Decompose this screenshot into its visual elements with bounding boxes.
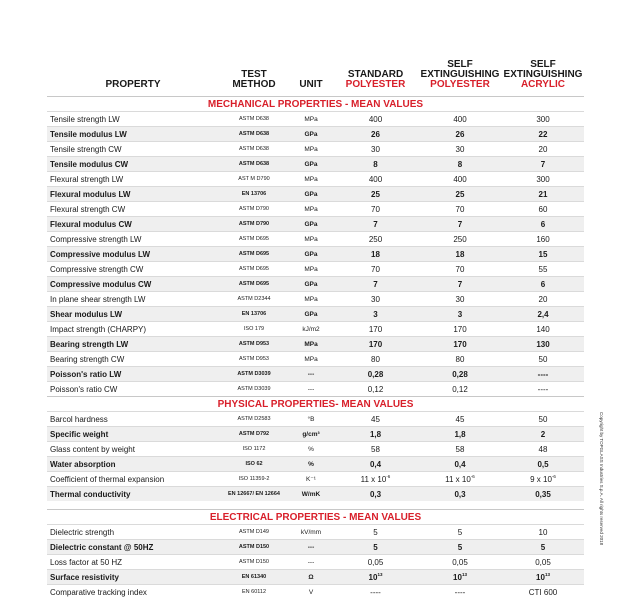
unit: MPa <box>289 142 333 157</box>
table-row <box>47 187 584 202</box>
unit: MPa <box>289 337 333 352</box>
test-method: ASTM D2344 <box>219 292 289 307</box>
unit: --- <box>289 540 333 555</box>
section-title-electrical: ELECTRICAL PROPERTIES - MEAN VALUES <box>47 510 584 525</box>
exponent: -6 <box>386 474 391 479</box>
unit: GPa <box>289 247 333 262</box>
self-ext-acrylic-value: 2,4 <box>502 307 584 322</box>
property-name: Tensile modulus CW <box>47 157 219 172</box>
header-sea-line1: SELF <box>530 59 556 70</box>
self-ext-polyester-value: ---- <box>418 585 502 600</box>
test-method: ASTM D638 <box>219 142 289 157</box>
standard-polyester-value: 18 <box>333 247 418 262</box>
standard-polyester-value: 0,12 <box>333 382 418 397</box>
self-ext-acrylic-value: 300 <box>502 172 584 187</box>
unit: kV/mm <box>289 525 333 540</box>
section-title-physical: PHYSICAL PROPERTIES- MEAN VALUES <box>47 397 584 412</box>
property-name: Poisson's ratio CW <box>47 382 219 397</box>
test-method: EN 61340 <box>219 570 289 585</box>
unit: kJ/m2 <box>289 322 333 337</box>
property-name: Flexural strength CW <box>47 202 219 217</box>
self-ext-polyester-value: 0,28 <box>418 367 502 382</box>
test-method: ASTM D638 <box>219 112 289 127</box>
test-method: ISO 11359-2 <box>219 472 289 487</box>
test-method: EN 13706 <box>219 187 289 202</box>
standard-polyester-value: 5 <box>333 540 418 555</box>
standard-polyester-value: 45 <box>333 412 418 427</box>
table-row <box>47 367 584 382</box>
self-ext-polyester-value: 0,12 <box>418 382 502 397</box>
self-ext-acrylic-value: 0,05 <box>502 555 584 570</box>
table-row <box>47 262 584 277</box>
table-row <box>47 382 584 397</box>
header-std-line2: POLYESTER <box>345 79 406 90</box>
table-row <box>47 585 584 600</box>
header-std-line1: STANDARD <box>347 69 404 80</box>
table-row <box>47 142 584 157</box>
unit: GPa <box>289 157 333 172</box>
self-ext-acrylic-value: 6 <box>502 217 584 232</box>
property-name: Flexural modulus LW <box>47 187 219 202</box>
standard-polyester-value: 0,4 <box>333 457 418 472</box>
unit: MPa <box>289 352 333 367</box>
standard-polyester-value: 80 <box>333 352 418 367</box>
self-ext-acrylic-value: 5 <box>502 540 584 555</box>
table-row <box>47 112 584 127</box>
test-method: ISO 1172 <box>219 442 289 457</box>
self-ext-polyester-value: 400 <box>418 172 502 187</box>
test-method: ISO 62 <box>219 457 289 472</box>
header-sea-line2: EXTINGUISHING <box>503 69 583 80</box>
header-unit: UNIT <box>299 79 323 90</box>
self-ext-acrylic-value: 50 <box>502 412 584 427</box>
header-sep-line1: SELF <box>447 59 473 70</box>
unit: Ω <box>289 570 333 585</box>
table-row <box>47 472 584 487</box>
self-ext-polyester-value: 45 <box>418 412 502 427</box>
standard-polyester-value: 250 <box>333 232 418 247</box>
unit: --- <box>289 382 333 397</box>
table-row <box>47 172 584 187</box>
table-row <box>47 277 584 292</box>
self-ext-polyester-value: 26 <box>418 127 502 142</box>
header-self-ext-polyester <box>418 42 502 97</box>
table-row <box>47 412 584 427</box>
test-method: ASTM D150 <box>219 555 289 570</box>
test-method: ASTM D638 <box>219 127 289 142</box>
table-row <box>47 457 584 472</box>
standard-polyester-value: 3 <box>333 307 418 322</box>
self-ext-polyester-value: 0,4 <box>418 457 502 472</box>
property-name: Compressive strength CW <box>47 262 219 277</box>
electrical-section <box>47 510 584 600</box>
self-ext-acrylic-value: 300 <box>502 112 584 127</box>
property-name: Tensile strength LW <box>47 112 219 127</box>
property-name: Compressive modulus LW <box>47 247 219 262</box>
standard-polyester-value: 8 <box>333 157 418 172</box>
test-method: ASTM D2583 <box>219 412 289 427</box>
self-ext-acrylic-value: 140 <box>502 322 584 337</box>
property-name: Comparative tracking index <box>47 585 219 600</box>
standard-polyester-value: 0,05 <box>333 555 418 570</box>
standard-polyester-value: 0,3 <box>333 487 418 502</box>
table-row <box>47 307 584 322</box>
unit: V <box>289 585 333 600</box>
self-ext-acrylic-value: 60 <box>502 202 584 217</box>
self-ext-polyester-value: 8 <box>418 157 502 172</box>
standard-polyester-value: 170 <box>333 322 418 337</box>
unit: °B <box>289 412 333 427</box>
table-row <box>47 202 584 217</box>
mechanical-section <box>47 97 584 397</box>
unit: GPa <box>289 187 333 202</box>
unit: GPa <box>289 277 333 292</box>
self-ext-polyester-value: 30 <box>418 142 502 157</box>
unit: MPa <box>289 262 333 277</box>
property-name: Barcol hardness <box>47 412 219 427</box>
header-sep-line2: EXTINGUISHING <box>420 69 500 80</box>
table-row <box>47 487 584 502</box>
test-method: ISO 179 <box>219 322 289 337</box>
table-row <box>47 525 584 540</box>
table-row <box>47 232 584 247</box>
unit: MPa <box>289 232 333 247</box>
self-ext-polyester-value: $10^{13}$ <box>418 570 502 585</box>
test-method: ASTM D695 <box>219 262 289 277</box>
standard-polyester-value: $10^{13}$ <box>333 570 418 585</box>
self-ext-polyester-value: 3 <box>418 307 502 322</box>
table-row <box>47 555 584 570</box>
test-method: AST M D790 <box>219 172 289 187</box>
properties-table <box>47 42 584 599</box>
unit: --- <box>289 555 333 570</box>
test-method: EN 13706 <box>219 307 289 322</box>
standard-polyester-value: 70 <box>333 262 418 277</box>
self-ext-polyester-value: 80 <box>418 352 502 367</box>
self-ext-acrylic-value: ---- <box>502 382 584 397</box>
property-name: Compressive strength LW <box>47 232 219 247</box>
self-ext-acrylic-value: 20 <box>502 292 584 307</box>
table-row <box>47 570 584 585</box>
table-row <box>47 352 584 367</box>
copyright-notice <box>594 412 606 582</box>
unit: % <box>289 457 333 472</box>
self-ext-polyester-value: 5 <box>418 525 502 540</box>
standard-polyester-value: 1,8 <box>333 427 418 442</box>
property-name: Specific weight <box>47 427 219 442</box>
section-title-mechanical: MECHANICAL PROPERTIES - MEAN VALUES <box>47 97 584 112</box>
unit: MPa <box>289 172 333 187</box>
test-method: EN 60112 <box>219 585 289 600</box>
self-ext-acrylic-value: 20 <box>502 142 584 157</box>
self-ext-acrylic-value: 6 <box>502 277 584 292</box>
standard-polyester-value: 7 <box>333 217 418 232</box>
standard-polyester-value: 30 <box>333 292 418 307</box>
standard-polyester-value: 30 <box>333 142 418 157</box>
property-name: Tensile modulus LW <box>47 127 219 142</box>
table-row <box>47 157 584 172</box>
self-ext-polyester-value: 5 <box>418 540 502 555</box>
table-row <box>47 322 584 337</box>
test-method: ASTM D150 <box>219 540 289 555</box>
exponent: -6 <box>551 474 556 479</box>
physical-section <box>47 397 584 502</box>
property-name: Water absorption <box>47 457 219 472</box>
self-ext-acrylic-value: 10 <box>502 525 584 540</box>
property-name: Impact strength (CHARPY) <box>47 322 219 337</box>
property-name: Coefficient of thermal expansion <box>47 472 219 487</box>
test-method: ASTM D3039 <box>219 382 289 397</box>
self-ext-acrylic-value: 50 <box>502 352 584 367</box>
self-ext-acrylic-value: 21 <box>502 187 584 202</box>
header-test-method: TEST METHOD <box>232 69 276 90</box>
test-method: ASTM D695 <box>219 232 289 247</box>
standard-polyester-value: 0,28 <box>333 367 418 382</box>
standard-polyester-value: 5 <box>333 525 418 540</box>
unit: --- <box>289 367 333 382</box>
table-row <box>47 292 584 307</box>
table-row <box>47 540 584 555</box>
property-name: Flexural strength LW <box>47 172 219 187</box>
self-ext-acrylic-value: $10^{13}$ <box>502 570 584 585</box>
property-name: In plane shear strength LW <box>47 292 219 307</box>
property-name: Poisson's ratio LW <box>47 367 219 382</box>
properties-sheet <box>47 42 584 599</box>
test-method: ASTM D790 <box>219 217 289 232</box>
standard-polyester-value: 400 <box>333 172 418 187</box>
self-ext-acrylic-value: 160 <box>502 232 584 247</box>
header-property: PROPERTY <box>105 79 161 90</box>
self-ext-polyester-value: 0,3 <box>418 487 502 502</box>
self-ext-polyester-value: 7 <box>418 277 502 292</box>
self-ext-acrylic-value: 55 <box>502 262 584 277</box>
property-name: Dielectric strength <box>47 525 219 540</box>
standard-polyester-value: 7 <box>333 277 418 292</box>
property-name: Tensile strength CW <box>47 142 219 157</box>
self-ext-acrylic-value: 2 <box>502 427 584 442</box>
self-ext-polyester-value: 400 <box>418 112 502 127</box>
self-ext-acrylic-value: 0,35 <box>502 487 584 502</box>
table-row <box>47 442 584 457</box>
unit: g/cm³ <box>289 427 333 442</box>
standard-polyester-value: 400 <box>333 112 418 127</box>
self-ext-polyester-value: 30 <box>418 292 502 307</box>
header-standard-polyester <box>333 42 418 97</box>
property-name: Shear modulus LW <box>47 307 219 322</box>
self-ext-polyester-value: 250 <box>418 232 502 247</box>
exponent: 13 <box>461 572 467 577</box>
unit: GPa <box>289 307 333 322</box>
self-ext-polyester-value: 11 x $10^{-6}$ <box>418 472 502 487</box>
property-name: Compressive modulus CW <box>47 277 219 292</box>
self-ext-polyester-value: 58 <box>418 442 502 457</box>
self-ext-acrylic-value: 0,5 <box>502 457 584 472</box>
self-ext-acrylic-value: CTI 600 <box>502 585 584 600</box>
standard-polyester-value: 170 <box>333 337 418 352</box>
self-ext-polyester-value: 70 <box>418 262 502 277</box>
self-ext-polyester-value: 18 <box>418 247 502 262</box>
self-ext-polyester-value: 25 <box>418 187 502 202</box>
self-ext-polyester-value: 1,8 <box>418 427 502 442</box>
standard-polyester-value: 70 <box>333 202 418 217</box>
exponent: 13 <box>377 572 383 577</box>
table-row <box>47 337 584 352</box>
table-row <box>47 127 584 142</box>
property-name: Thermal conductivity <box>47 487 219 502</box>
standard-polyester-value: 58 <box>333 442 418 457</box>
self-ext-acrylic-value: 22 <box>502 127 584 142</box>
standard-polyester-value: 25 <box>333 187 418 202</box>
unit: GPa <box>289 217 333 232</box>
test-method: ASTM D695 <box>219 277 289 292</box>
exponent: -6 <box>470 474 475 479</box>
property-name: Surface resistivity <box>47 570 219 585</box>
self-ext-polyester-value: 170 <box>418 322 502 337</box>
table-row <box>47 217 584 232</box>
copyright-text: Copyright by TOPGLASS Industries S.p.A. All rights reserved 2018 <box>599 412 604 546</box>
self-ext-acrylic-value: 15 <box>502 247 584 262</box>
test-method: ASTM D953 <box>219 352 289 367</box>
property-name: Bearing strength LW <box>47 337 219 352</box>
table-header <box>47 42 584 97</box>
self-ext-polyester-value: 70 <box>418 202 502 217</box>
unit: % <box>289 442 333 457</box>
unit: GPa <box>289 127 333 142</box>
unit: MPa <box>289 202 333 217</box>
property-name: Loss factor at 50 HZ <box>47 555 219 570</box>
property-name: Bearing strength CW <box>47 352 219 367</box>
self-ext-polyester-value: 0,05 <box>418 555 502 570</box>
standard-polyester-value: 11 x $10^{-6}$ <box>333 472 418 487</box>
property-name: Glass content by weight <box>47 442 219 457</box>
test-method: ASTM D149 <box>219 525 289 540</box>
standard-polyester-value: ---- <box>333 585 418 600</box>
test-method: ASTM D790 <box>219 202 289 217</box>
header-self-ext-acrylic <box>502 42 584 97</box>
test-method: EN 12667/ EN 12664 <box>219 487 289 502</box>
test-method: ASTM D792 <box>219 427 289 442</box>
section-spacer <box>47 501 584 510</box>
standard-polyester-value: 26 <box>333 127 418 142</box>
header-sea-line3: ACRYLIC <box>520 79 566 90</box>
self-ext-polyester-value: 170 <box>418 337 502 352</box>
unit: K⁻¹ <box>289 472 333 487</box>
property-name: Dielectric constant @ 50HZ <box>47 540 219 555</box>
unit: MPa <box>289 292 333 307</box>
table-row <box>47 427 584 442</box>
self-ext-acrylic-value: ---- <box>502 367 584 382</box>
self-ext-polyester-value: 7 <box>418 217 502 232</box>
header-sep-line3: POLYESTER <box>430 79 490 90</box>
test-method: ASTM D3039 <box>219 367 289 382</box>
self-ext-acrylic-value: 9 x $10^{-6}$ <box>502 472 584 487</box>
unit: MPa <box>289 112 333 127</box>
exponent: 13 <box>544 572 550 577</box>
test-method: ASTM D953 <box>219 337 289 352</box>
test-method: ASTM D695 <box>219 247 289 262</box>
unit: W/mK <box>289 487 333 502</box>
test-method: ASTM D638 <box>219 157 289 172</box>
self-ext-acrylic-value: 7 <box>502 157 584 172</box>
property-name: Flexural modulus CW <box>47 217 219 232</box>
table-row <box>47 247 584 262</box>
self-ext-acrylic-value: 130 <box>502 337 584 352</box>
self-ext-acrylic-value: 48 <box>502 442 584 457</box>
